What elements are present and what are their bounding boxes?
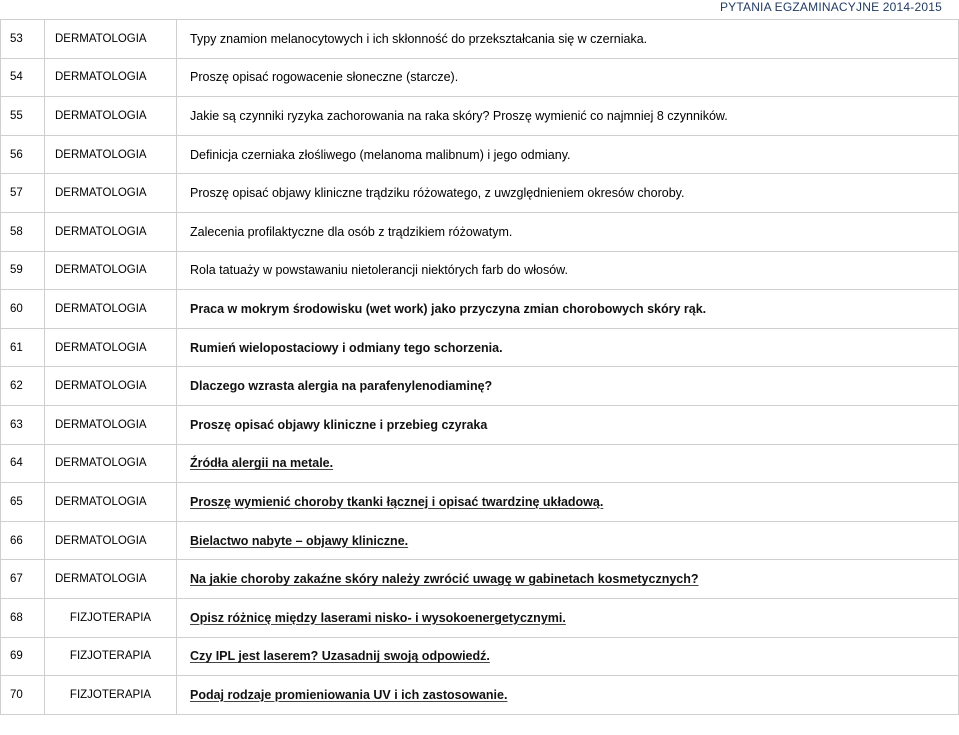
table-row [1, 598, 959, 637]
table-row [1, 405, 959, 444]
questions-table-body [1, 20, 959, 715]
question-text: Typy znamion melanocytowych i ich skłonność do przekształcania się w czerniaka. [190, 31, 648, 46]
question-text: Proszę opisać objawy kliniczne i przebieg czyraka [190, 417, 488, 432]
table-row [1, 174, 959, 213]
page-header-title: PYTANIA EGZAMINACYJNE 2014-2015 [719, 0, 942, 14]
question-category: DERMATOLOGIA [45, 97, 177, 136]
table-row [1, 58, 959, 97]
question-number: 63 [1, 405, 45, 444]
question-text-cell [177, 637, 959, 676]
table-row [1, 328, 959, 367]
table-row [1, 521, 959, 560]
question-text: Dlaczego wzrasta alergia na parafenylenodiaminę? [190, 379, 493, 394]
questions-table [0, 19, 959, 715]
question-text: Definicja czerniaka złośliwego (melanoma malibnum) i jego odmiany. [190, 147, 571, 162]
question-category: DERMATOLOGIA [45, 290, 177, 329]
question-category: DERMATOLOGIA [45, 20, 177, 59]
question-number: 69 [1, 637, 45, 676]
question-number: 54 [1, 58, 45, 97]
question-text-cell [177, 20, 959, 59]
table-row [1, 290, 959, 329]
question-text-cell [177, 290, 959, 329]
table-row [1, 367, 959, 406]
question-text: Podaj rodzaje promieniowania UV i ich zastosowanie. [190, 687, 508, 702]
question-text: Rumień wielopostaciowy i odmiany tego schorzenia. [190, 340, 503, 355]
question-text-cell [177, 58, 959, 97]
table-row [1, 251, 959, 290]
question-text: Proszę opisać objawy kliniczne trądziku różowatego, z uwzględnieniem okresów choroby. [190, 186, 685, 201]
question-category: DERMATOLOGIA [45, 328, 177, 367]
question-text-cell [177, 174, 959, 213]
question-category: FIZJOTERAPIA [45, 598, 177, 637]
question-text: Źródła alergii na metale. [190, 456, 334, 471]
question-text: Proszę wymienić choroby tkanki łącznej i opisać twardzinę układową. [190, 494, 604, 509]
question-text-cell [177, 676, 959, 715]
question-number: 65 [1, 483, 45, 522]
table-row [1, 97, 959, 136]
question-number: 67 [1, 560, 45, 599]
question-text: Praca w mokrym środowisku (wet work) jako przyczyna zmian chorobowych skóry rąk. [190, 301, 707, 316]
table-row [1, 444, 959, 483]
question-text: Czy IPL jest laserem? Uzasadnij swoją odpowiedź. [190, 649, 490, 664]
question-number: 68 [1, 598, 45, 637]
question-category: DERMATOLOGIA [45, 135, 177, 174]
question-text-cell [177, 598, 959, 637]
question-text-cell [177, 97, 959, 136]
question-text-cell [177, 251, 959, 290]
question-number: 59 [1, 251, 45, 290]
question-category: DERMATOLOGIA [45, 521, 177, 560]
question-text-cell [177, 135, 959, 174]
question-category: FIZJOTERAPIA [45, 676, 177, 715]
question-number: 53 [1, 20, 45, 59]
question-number: 64 [1, 444, 45, 483]
question-text-cell [177, 521, 959, 560]
table-row [1, 212, 959, 251]
table-row [1, 637, 959, 676]
question-number: 57 [1, 174, 45, 213]
question-text: Rola tatuaży w powstawaniu nietolerancji niektórych farb do włosów. [190, 263, 568, 278]
question-category: FIZJOTERAPIA [45, 637, 177, 676]
question-category: DERMATOLOGIA [45, 212, 177, 251]
question-text: Bielactwo nabyte – objawy kliniczne. [190, 533, 409, 548]
question-text-cell [177, 444, 959, 483]
question-text: Proszę opisać rogowacenie słoneczne (starcze). [190, 70, 459, 85]
question-text-cell [177, 560, 959, 599]
question-number: 60 [1, 290, 45, 329]
table-row [1, 483, 959, 522]
question-text: Jakie są czynniki ryzyka zachorowania na raka skóry? Proszę wymienić co najmniej 8 czynników. [190, 108, 728, 123]
table-row [1, 135, 959, 174]
question-number: 70 [1, 676, 45, 715]
question-category: DERMATOLOGIA [45, 367, 177, 406]
question-category: DERMATOLOGIA [45, 174, 177, 213]
question-text-cell [177, 367, 959, 406]
question-text-cell [177, 212, 959, 251]
question-text-cell [177, 405, 959, 444]
question-category: DERMATOLOGIA [45, 251, 177, 290]
question-number: 55 [1, 97, 45, 136]
question-category: DERMATOLOGIA [45, 444, 177, 483]
table-row [1, 20, 959, 59]
question-text-cell [177, 328, 959, 367]
question-category: DERMATOLOGIA [45, 405, 177, 444]
table-row [1, 676, 959, 715]
question-text: Zalecenia profilaktyczne dla osób z trądzikiem różowatym. [190, 224, 513, 239]
question-number: 56 [1, 135, 45, 174]
question-number: 62 [1, 367, 45, 406]
question-text: Na jakie choroby zakaźne skóry należy zwrócić uwagę w gabinetach kosmetycznych? [190, 572, 699, 587]
question-number: 66 [1, 521, 45, 560]
table-row [1, 560, 959, 599]
question-text-cell [177, 483, 959, 522]
question-category: DERMATOLOGIA [45, 58, 177, 97]
question-category: DERMATOLOGIA [45, 560, 177, 599]
question-text: Opisz różnicę między laserami nisko- i wysokoenergetycznymi. [190, 610, 566, 625]
question-category: DERMATOLOGIA [45, 483, 177, 522]
question-number: 58 [1, 212, 45, 251]
question-number: 61 [1, 328, 45, 367]
